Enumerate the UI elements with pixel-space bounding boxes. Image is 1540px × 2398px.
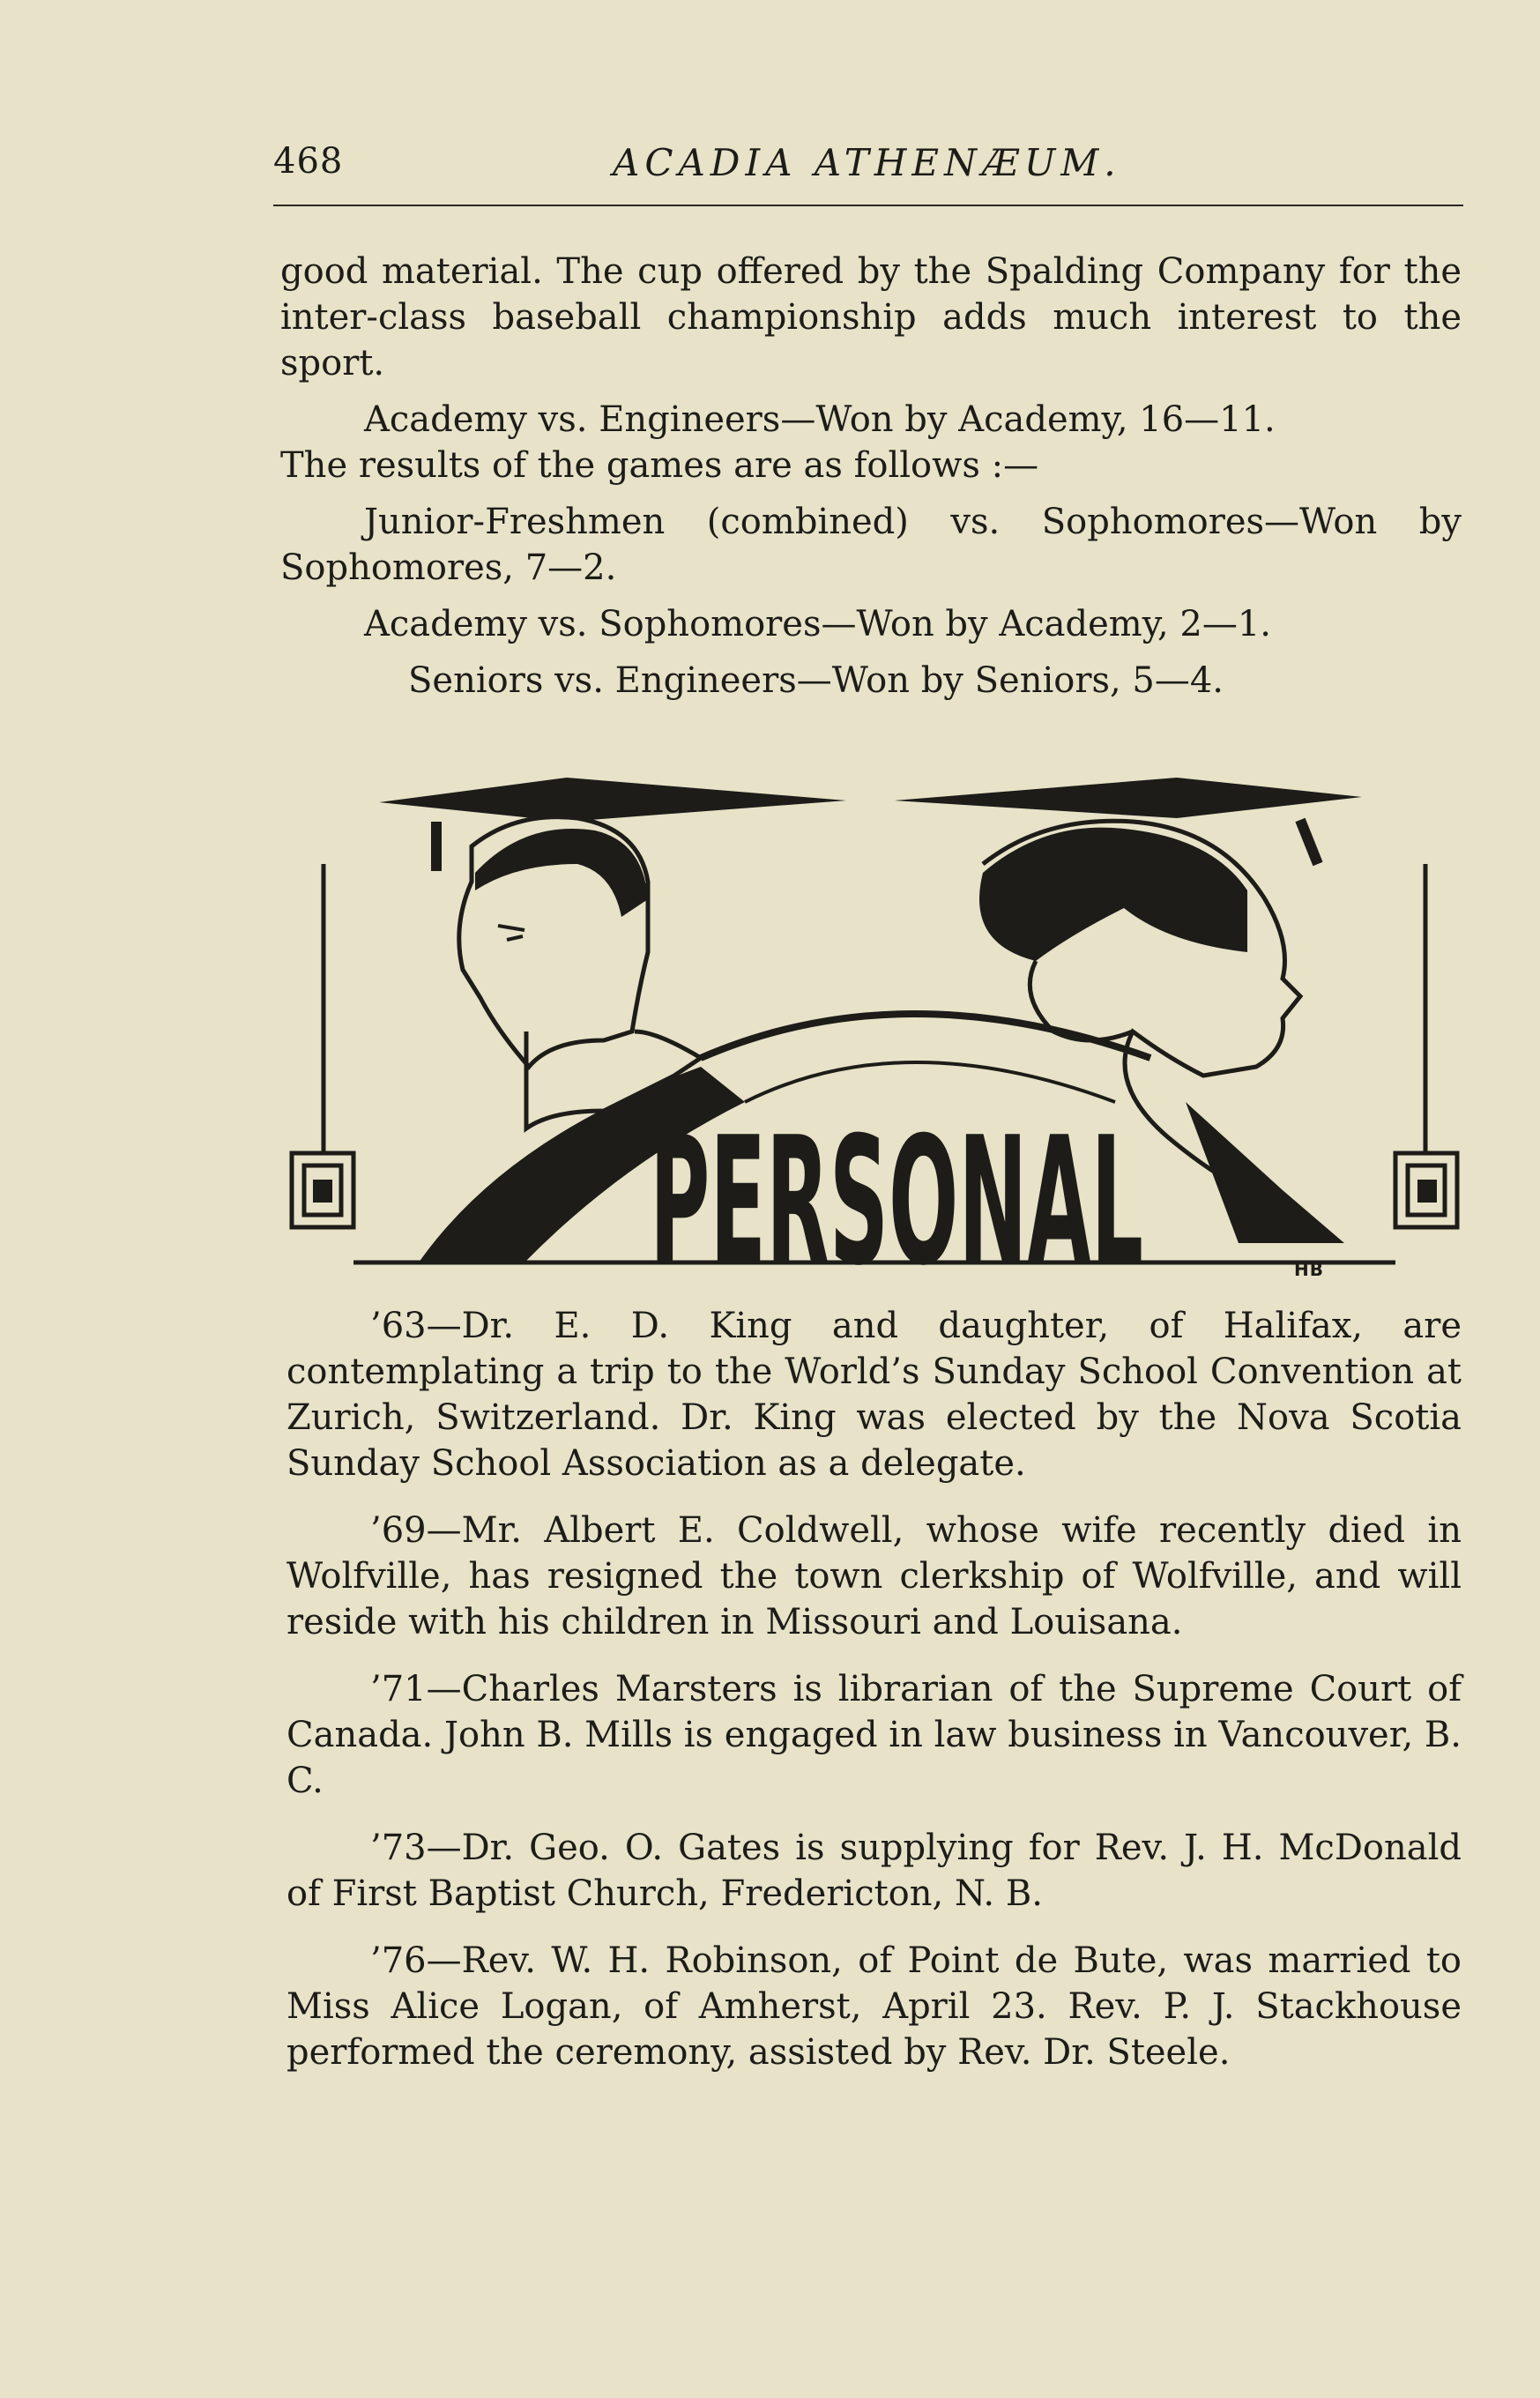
- result-line: Academy vs. Sophomores—Won by Academy, 2—1.: [364, 604, 1272, 644]
- personal-entry: ’71—Charles Marsters is librarian of the Supreme Court of Canada. John B. Mills is engaged in law business in Vancouver, B. C.: [286, 1669, 1462, 1801]
- sports-section: [280, 249, 1462, 704]
- result-line: Seniors vs. Engineers—Won by Seniors, 5—4.: [408, 660, 1224, 701]
- artist-initials: HB: [1294, 1259, 1324, 1280]
- personal-entry: ’76—Rev. W. H. Robinson, of Point de Bute, was married to Miss Alice Logan, of Amherst, April 23. Rev. P. J. Stackhouse performed the ceremony, assisted by Rev. Dr. Steele.: [286, 1940, 1462, 2073]
- personal-entry: ’73—Dr. Geo. O. Gates is supplying for Rev. J. H. McDonald of First Baptist Church, Fredericton, N. B.: [286, 1828, 1462, 1914]
- sports-intro: good material. The cup offered by the Spalding Company for the inter-class baseball championship adds much interest to the sport.: [280, 251, 1462, 384]
- personal-entry: ’63—Dr. E. D. King and daughter, of Halifax, are contemplating a trip to the World’s Sunday School Convention at Zurich, Switzerland. Dr. King was elected by the Nova Scotia Sunday School Association as a delegate.: [286, 1306, 1462, 1484]
- running-head: [273, 141, 1463, 194]
- results-lead: The results of the games are as follows :—: [280, 445, 1039, 486]
- personal-banner: PERSONAL: [650, 1099, 1143, 1270]
- result-line: Academy vs. Engineers—Won by Academy, 16—11.: [364, 399, 1276, 440]
- journal-title: ACADIA ATHENÆUM.: [613, 141, 1121, 184]
- result-line: Junior-Freshmen (combined) vs. Sophomores—Won by Sophomores, 7—2.: [280, 502, 1462, 588]
- personals-section: [286, 1303, 1462, 2075]
- personal-entry: ’69—Mr. Albert E. Coldwell, whose wife recently died in Wolfville, has resigned the town clerkship of Wolfville, and will reside with his children in Missouri and Louisana.: [286, 1510, 1462, 1642]
- page-number: 468: [273, 141, 344, 182]
- personal-illustration: [286, 767, 1463, 1270]
- header-rule: [273, 205, 1463, 206]
